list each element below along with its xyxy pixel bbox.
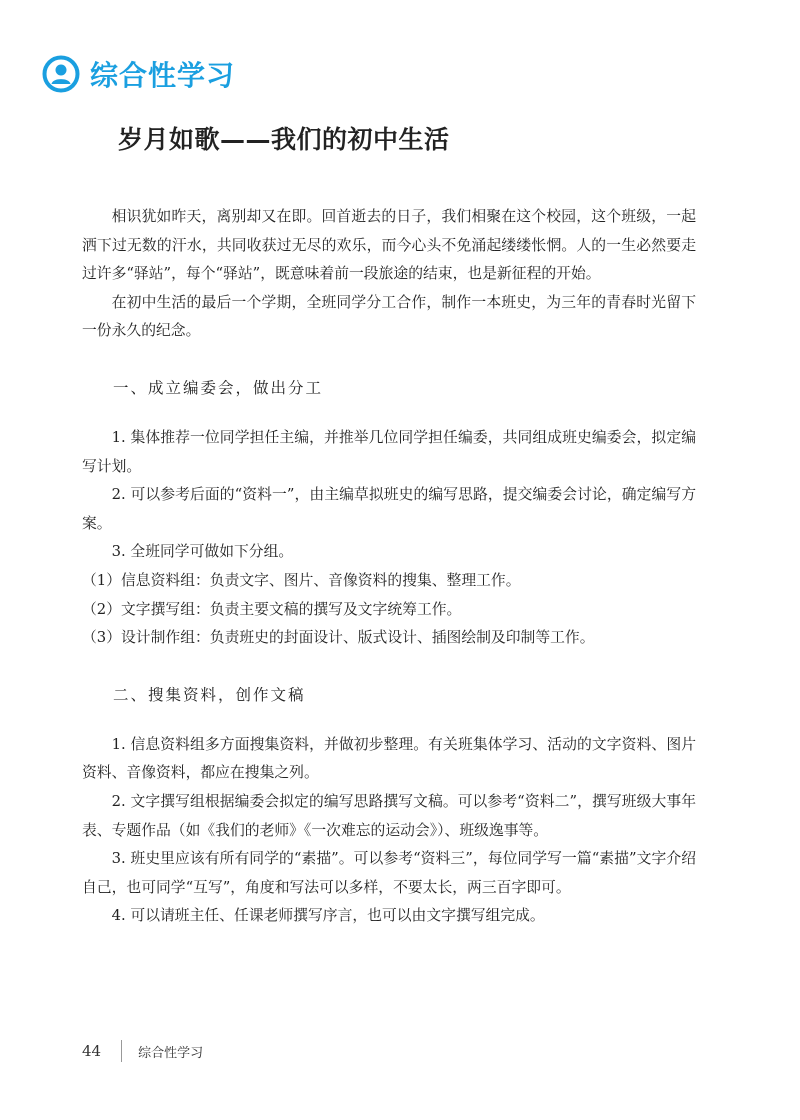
spacer — [82, 709, 696, 731]
section-header-title: 综合性学习 — [90, 59, 236, 92]
section-heading: 一、成立编委会，做出分工 — [113, 378, 324, 397]
intro-paragraph: 相识犹如昨天，离别却又在即。回首逝去的日子，我们相聚在这个校园，这个班级，一起洒下过无数的汗水，共同收获过无尽的欢乐，而今心头不免涌起缕缕怅惘。人的一生必然要走过许多“驿站”，每个“驿站”，既意味着前一段旅途的结束，也是新征程的开始。 — [82, 208, 696, 283]
sub-list-item: （3）设计制作组：负责班史的封面设计、版式设计、插图绘制及印制等工作。 — [82, 629, 595, 647]
footer-divider — [121, 1040, 122, 1062]
spacer — [82, 402, 696, 424]
list-item: 4. 可以请班主任、任课老师撰写序言，也可以由文字撰写组完成。 — [111, 907, 545, 925]
spacer — [82, 346, 696, 374]
section-heading: 二、搜集资料，创作文稿 — [113, 685, 306, 704]
main-content — [82, 203, 696, 931]
list-item: 2. 可以参考后面的“资料一”，由主编草拟班史的编写思路，提交编委会讨论，确定编写方案。 — [82, 486, 696, 532]
footer-section-label: 综合性学习 — [138, 1045, 204, 1061]
intro-paragraph: 在初中生活的最后一个学期，全班同学分工合作，制作一本班史，为三年的青春时光留下一份永久的纪念。 — [82, 293, 696, 340]
page-footer — [82, 1040, 203, 1062]
list-item: 1. 集体推荐一位同学担任主编，并推举几位同学担任编委，共同组成班史编委会，拟定编写计划。 — [82, 428, 696, 475]
list-item: 3. 班史里应该有所有同学的“素描”。可以参考“资料三”，每位同学写一篇“素描”文字介绍自己，也可同学“互写”，角度和写法可以多样，不要太长，两三百字即可。 — [82, 850, 696, 896]
list-item: 3. 全班同学可做如下分组。 — [111, 543, 294, 561]
list-item: 1. 信息资料组多方面搜集资料，并做初步整理。有关班集体学习、活动的文字资料、图片资料、音像资料，都应在搜集之列。 — [82, 735, 696, 782]
page-number: 44 — [82, 1042, 102, 1060]
page-title: 岁月如歌——我们的初中生活 — [118, 125, 450, 154]
sub-list-item: （2）文字撰写组：负责主要文稿的撰写及文字统筹工作。 — [82, 600, 462, 618]
person-icon — [42, 55, 80, 93]
list-item: 2. 文字撰写组根据编委会拟定的编写思路撰写文稿。可以参考“资料二”，撰写班级大事年表、专题作品（如《我们的老师》《一次难忘的运动会》）、班级逸事等。 — [82, 792, 696, 839]
spacer — [82, 653, 696, 681]
section-header — [42, 50, 235, 98]
sub-list-item: （1）信息资料组：负责文字、图片、音像资料的搜集、整理工作。 — [82, 571, 521, 589]
